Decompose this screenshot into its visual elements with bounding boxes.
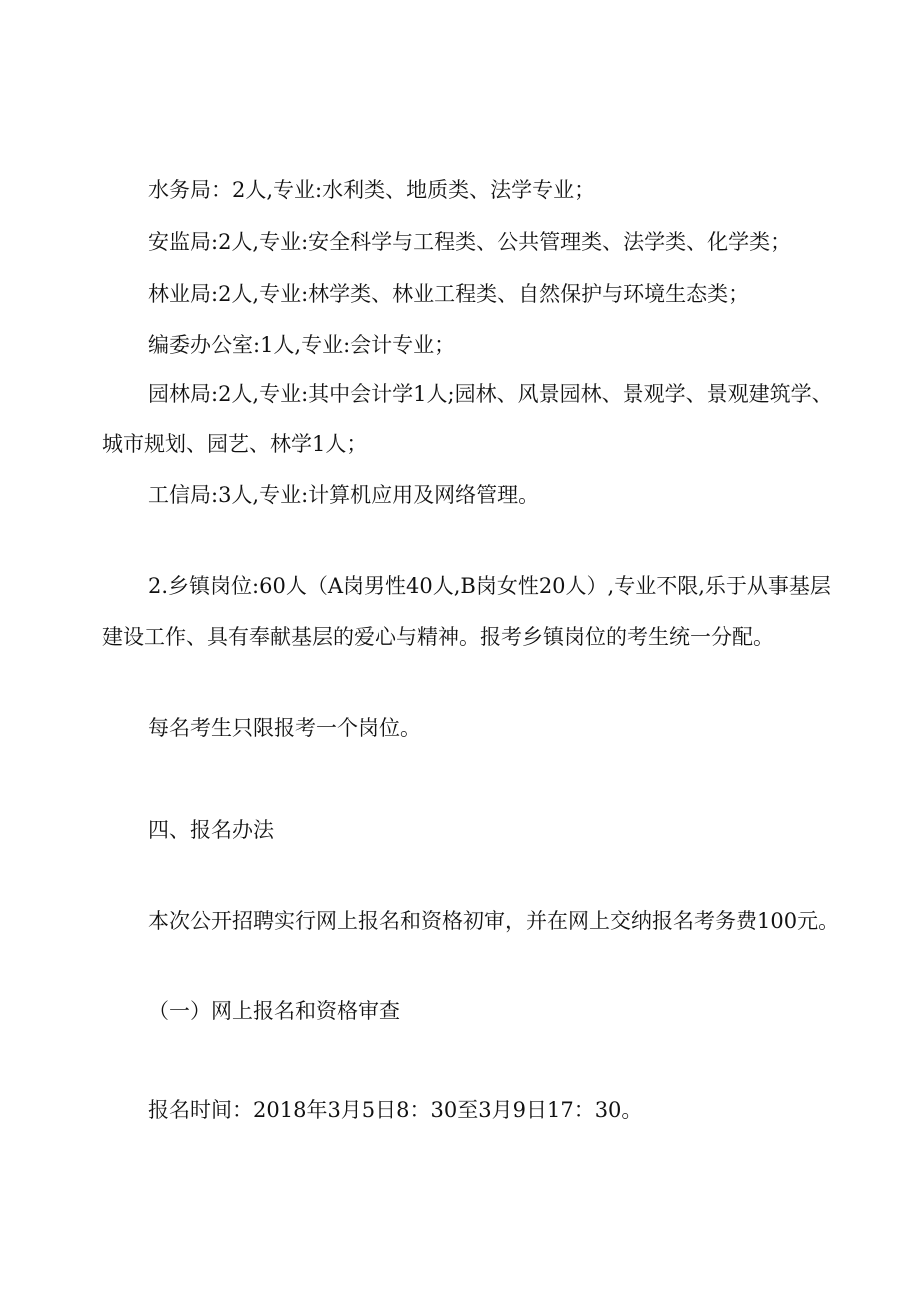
safety-bureau-line: 安监局:2人,专业:安全科学与工程类、公共管理类、法学类、化学类；: [148, 230, 792, 254]
one-position-rule: 每名考生只限报考一个岗位。: [148, 716, 421, 740]
staffing-office-line: 编委办公室:1人,专业:会计专业；: [148, 333, 456, 357]
water-bureau-line: 水务局：2人,专业:水利类、地质类、法学专业；: [148, 178, 596, 202]
registration-intro: 本次公开招聘实行网上报名和资格初审，并在网上交纳报名考务费100元。: [148, 909, 840, 933]
forestry-bureau-line: 林业局:2人,专业:林学类、林业工程类、自然保护与环境生态类；: [148, 282, 750, 306]
township-positions-line-continued: 建设工作、具有奉献基层的爱心与精神。报考乡镇岗位的考生统一分配。: [102, 625, 774, 649]
registration-time: 报名时间：2018年3月5日8：30至3月9日17：30。: [148, 1098, 643, 1122]
subsection-heading-online: （一）网上报名和资格审查: [148, 999, 400, 1023]
gardens-bureau-line: 园林局:2人,专业:其中会计学1人;园林、风景园林、景观学、景观建筑学、: [148, 382, 833, 406]
industry-bureau-line: 工信局:3人,专业:计算机应用及网络管理。: [148, 483, 540, 507]
section-heading-registration: 四、报名办法: [148, 818, 274, 842]
gardens-bureau-line-continued: 城市规划、园艺、林学1人；: [102, 432, 368, 456]
township-positions-line: 2.乡镇岗位:60人（A岗男性40人,B岗女性20人）,专业不限,乐于从事基层: [148, 574, 831, 598]
